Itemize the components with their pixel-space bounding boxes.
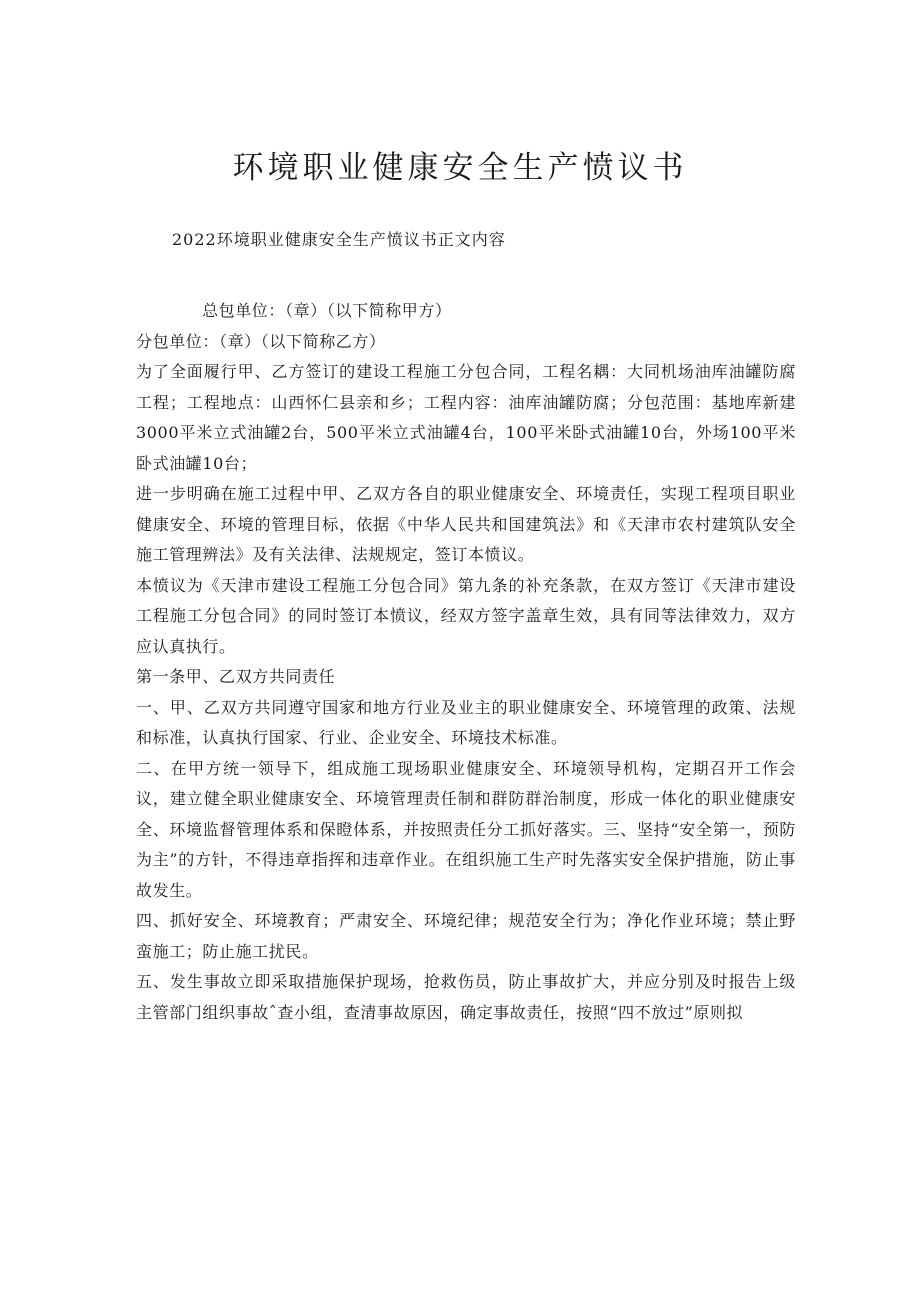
- clause-4: 四、抓好安全、环境教育；严肃安全、环境纪律；规范安全行为；净化作业环境；禁止野蛮施工；防止施工扰民。: [136, 911, 796, 961]
- document-subtitle: 2022环境职业健康安全生产愤议书正文内容: [172, 230, 506, 249]
- paragraph-supplement: 本愤议为《天津市建设工程施工分包合同》第九条的补充条款，在双方签订《天津市建设工程施工分包合同》的同时签订本愤议，经双方签字盖章生效，具有同等法律效力，双方应认真执行。: [136, 575, 796, 656]
- clause-2: 二、在甲方统一领导下，组成施工现场职业健康安全、环境领导机构，定期召开工作会议，建立健全职业健康安全、环境管理责任制和群防群治制度，形成一体化的职业健康安全、环境监督管理体系和保瞪体系，并按照责任分工抓好落实。三、坚持“安全第一，预防为主”的方针，不得违章指挥和违章作业。在组织施工生产时先落实安全保护措施，防止事故发生。: [136, 758, 796, 900]
- article-heading-1: 第一条甲、乙双方共同责任: [136, 667, 336, 686]
- clause-5: 五、发生事故立即采取措施保护现场，抢救伤员，防止事故扩大，并应分别及时报告上级主管部门组织事故ˆ查小组，查清事故原因，确定事故责任，按照“四不放过”原则拟: [136, 972, 796, 1022]
- contractor-line: 总包单位：（章）（以下简称甲方）: [202, 301, 452, 320]
- clause-1: 一、甲、乙双方共同遵守国家和地方行业及业主的职业健康安全、环境管理的政策、法规和标准，认真执行国家、行业、企业安全、环境技术标准。: [136, 697, 796, 747]
- paragraph-purpose: 为了全面履行甲、乙方签订的建设工程施工分包合同，工程名耦：大同机场油库油罐防腐工程；工程地点：山西怀仁县亲和乡；工程内容：油库油罐防腐；分包范围：基地库新建3000平米立式油罐2台，500平米立式油罐4台，100平米卧式油罐10台，外场100平米卧式油罐10台；: [136, 362, 796, 473]
- document-title: 环境职业健康安全生产愤议书: [232, 150, 688, 186]
- paragraph-responsibility: 进一步明确在施工过程中甲、乙双方各自的职业健康安全、环境责任，实现工程项目职业健康安全、环境的管理目标，依据《中华人民共和国建筑法》和《天津市农村建筑队安全施工管理辨法》及有关法律、法规规定，签订本愤议。: [136, 484, 796, 564]
- subcontractor-line: 分包单位：（章）（以下简称乙方）: [136, 331, 386, 351]
- document-body: [136, 296, 796, 1028]
